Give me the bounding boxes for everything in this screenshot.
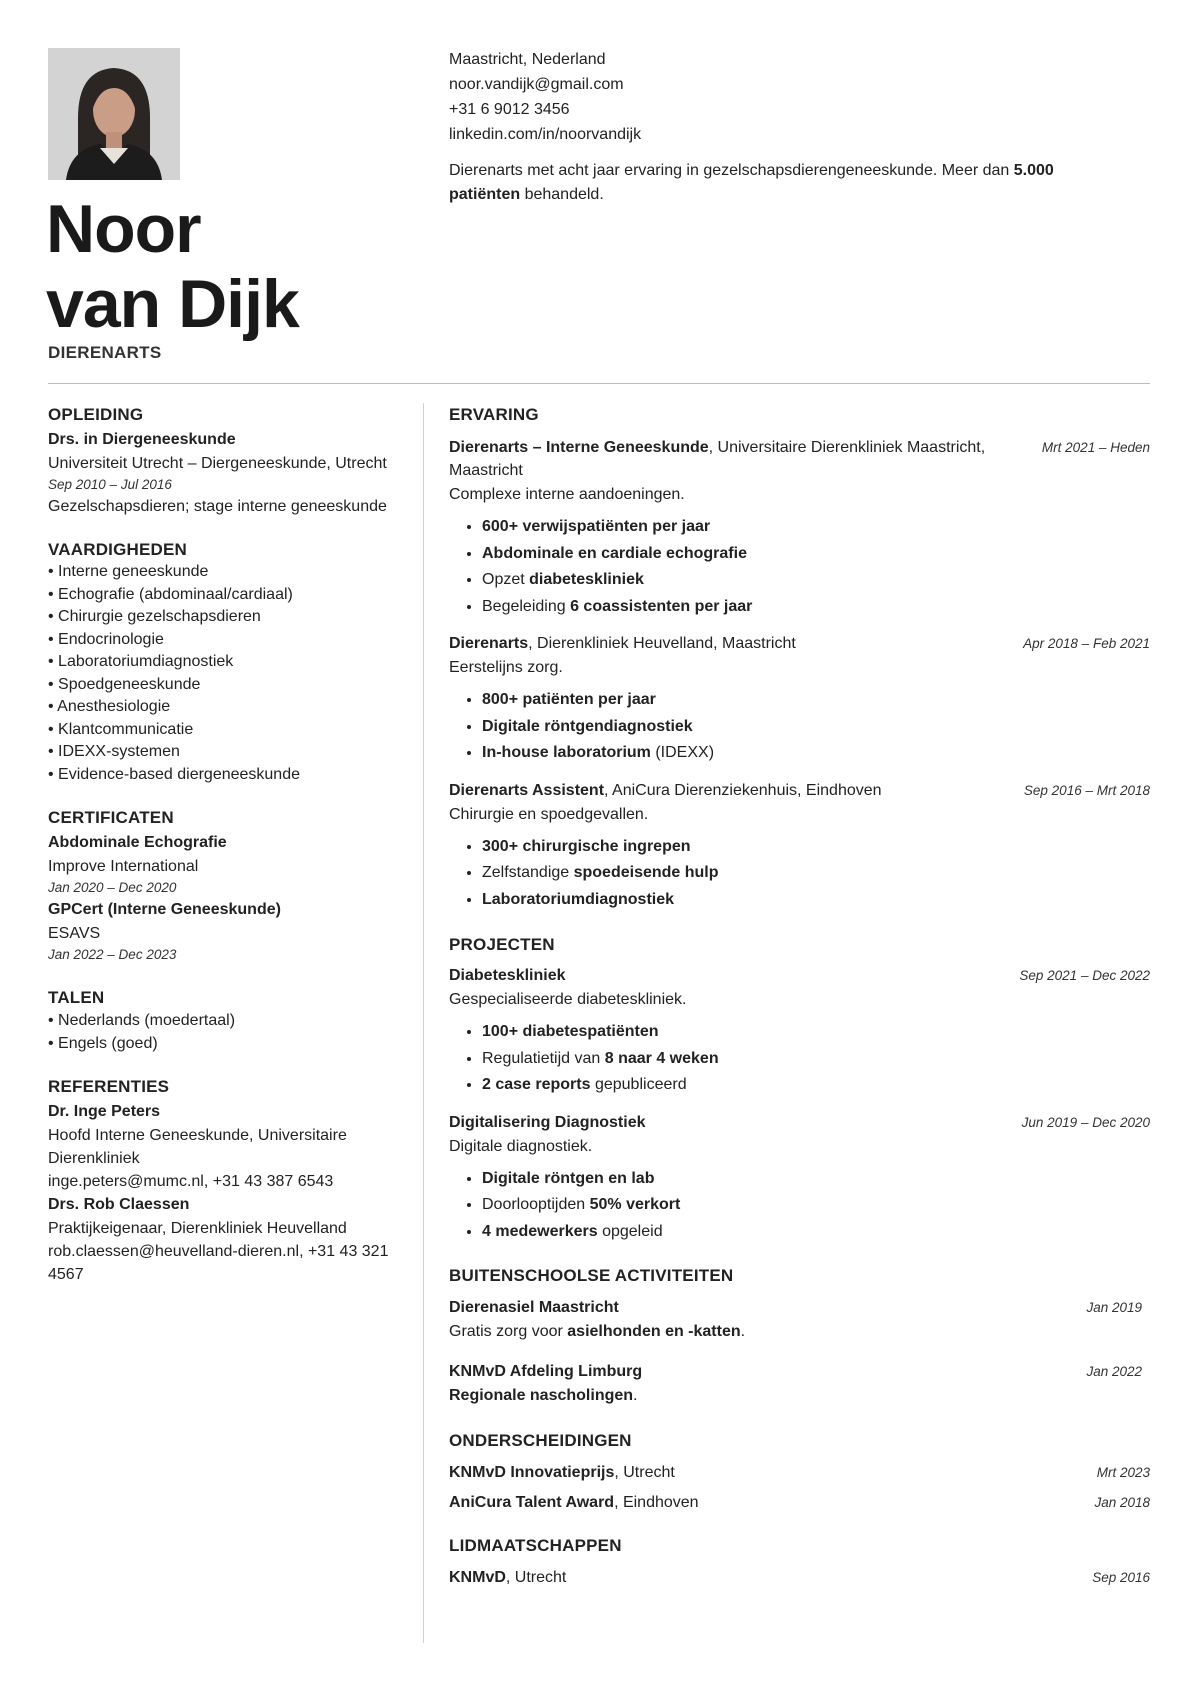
entry-title	[449, 436, 1028, 482]
entry-description: Chirurgie en spoedgevallen.	[449, 805, 649, 823]
experience-section	[449, 404, 1150, 913]
column-divider	[423, 403, 424, 1643]
reference-role: Hoofd Interne Geneeskunde, Universitaire Dierenkliniek	[48, 1127, 347, 1167]
bullet-item	[482, 740, 1150, 767]
bullet-highlight: 100+ diabetespatiënten	[482, 1023, 659, 1040]
entry-dates: Jan 2018	[1094, 1495, 1150, 1510]
bullet-highlight: 600+ verwijspatiënten per jaar	[482, 518, 711, 535]
entry-title	[449, 779, 1010, 802]
bullet-text: Opzet	[482, 571, 530, 588]
certificate-name: Abdominale Echografie	[48, 834, 227, 851]
references-list	[48, 1100, 400, 1286]
activity-description	[449, 1320, 1150, 1343]
entry-description: Eerstelijns zorg.	[449, 659, 563, 676]
bullet-highlight: 50% verkort	[589, 1196, 681, 1213]
job-role: Dierenarts	[449, 635, 529, 652]
entry-header	[449, 436, 1150, 482]
entry-header	[449, 779, 1150, 802]
bullet-item	[482, 1219, 1150, 1246]
certificates-list	[48, 831, 400, 965]
activity-entry	[449, 1296, 1150, 1343]
memberships-list	[449, 1566, 1150, 1589]
languages-list	[48, 1010, 400, 1055]
activity-text: Gratis zorg voor	[449, 1323, 568, 1340]
skill-item: • Evidence-based diergeneeskunde	[48, 764, 400, 787]
contact-email[interactable]: noor.vandijk@gmail.com	[449, 76, 624, 93]
job-org: , AniCura Dierenziekenhuis, Eindhoven	[604, 781, 882, 799]
bullet-item	[482, 887, 1150, 914]
references-section	[48, 1076, 400, 1286]
bullet-item	[482, 514, 1150, 541]
reference-role: Praktijkeigenaar, Dierenkliniek Heuvelland	[48, 1220, 347, 1237]
bullet-highlight: 2 case reports	[482, 1076, 591, 1093]
profile-photo	[48, 48, 180, 180]
bullet-item	[482, 1166, 1150, 1193]
activities-section	[449, 1265, 1150, 1407]
projects-section	[449, 934, 1150, 1245]
reference-name: Drs. Rob Claessen	[48, 1196, 190, 1213]
section-title-awards: ONDERSCHEIDINGEN	[449, 1431, 632, 1450]
reference-entry	[48, 1100, 400, 1193]
award-entry-name: AniCura Talent Award	[449, 1494, 615, 1511]
project-entry	[449, 964, 1150, 1099]
experience-list	[449, 436, 1150, 913]
entry-dates: Jan 2022	[1086, 1364, 1142, 1379]
bullet-highlight: Abdominale en cardiale echografie	[482, 544, 747, 562]
education-school: Universiteit Utrecht – Diergeneeskunde, Utrecht	[48, 455, 387, 472]
section-title-projects: PROJECTEN	[449, 935, 555, 954]
bullet-highlight: Digitale röntgen en lab	[482, 1169, 655, 1187]
certificate-name: GPCert (Interne Geneeskunde)	[48, 901, 281, 918]
entry-title	[449, 1461, 1083, 1484]
left-column	[48, 404, 400, 1286]
bullet-item	[482, 714, 1150, 741]
bullet-text: Regulatietijd van	[482, 1049, 605, 1067]
right-column	[449, 404, 1150, 1589]
entry-description: Complexe interne aandoeningen.	[449, 486, 685, 503]
education-degree: Drs. in Diergeneeskunde	[48, 431, 236, 448]
experience-entry	[449, 779, 1150, 914]
summary-text-end: behandeld.	[520, 186, 604, 203]
activities-list	[449, 1296, 1150, 1407]
name-first: Noor	[46, 191, 201, 267]
entry-dates: Sep 2021 – Dec 2022	[1019, 968, 1150, 983]
language-item: • Nederlands (moedertaal)	[48, 1010, 400, 1033]
entry-title	[449, 1566, 1078, 1589]
reference-contact: rob.claessen@heuvelland-dieren.nl, +31 43 321 4567	[48, 1243, 389, 1283]
bullet-item	[482, 687, 1150, 714]
entry-title	[449, 1111, 1008, 1134]
activity-name: Dierenasiel Maastricht	[449, 1299, 619, 1316]
entry-bullets	[449, 1019, 1150, 1099]
skills-list	[48, 561, 400, 786]
section-title-references: REFERENTIES	[48, 1077, 170, 1096]
bullet-text-end: opgeleid	[597, 1222, 663, 1240]
bullet-text-end: gepubliceerd	[590, 1076, 687, 1093]
name-last: van Dijk	[46, 266, 299, 342]
awards-list	[449, 1461, 1150, 1514]
certificates-section	[48, 807, 400, 965]
entry-header	[449, 1296, 1150, 1319]
entry-title	[449, 632, 1009, 655]
activity-highlight: Regionale nascholingen	[449, 1387, 634, 1404]
candidate-name	[46, 192, 299, 342]
entry-dates: Jun 2019 – Dec 2020	[1021, 1114, 1150, 1130]
experience-entry	[449, 436, 1150, 620]
bullet-item	[482, 834, 1150, 861]
bullet-highlight: diabeteskliniek	[529, 571, 644, 588]
entry-bullets	[449, 687, 1150, 767]
job-org: , Dierenkliniek Heuvelland, Maastricht	[528, 635, 796, 652]
entry-bullets	[449, 514, 1150, 620]
skill-item: • Chirurgie gezelschapsdieren	[48, 606, 400, 629]
certificate-dates: Jan 2022 – Dec 2023	[48, 947, 177, 962]
membership-entry	[449, 1566, 1150, 1589]
bullet-item	[482, 1019, 1150, 1046]
award-entry-name: KNMvD Innovatieprijs	[449, 1464, 615, 1481]
section-title-languages: TALEN	[48, 988, 105, 1007]
activity-name: KNMvD Afdeling Limburg	[449, 1363, 643, 1380]
reference-entry	[48, 1193, 400, 1286]
entry-dates: Jan 2019	[1086, 1300, 1142, 1315]
bullet-highlight: 300+ chirurgische ingrepen	[482, 837, 691, 855]
bullet-highlight: 6 coassistenten per jaar	[570, 597, 753, 615]
education-section	[48, 404, 400, 518]
memberships-section	[449, 1535, 1150, 1589]
job-title: DIERENARTS	[48, 343, 162, 362]
skills-section	[48, 539, 400, 786]
bullet-highlight: 800+ patiënten per jaar	[482, 691, 656, 708]
entry-dates: Sep 2016 – Mrt 2018	[1023, 782, 1150, 798]
certificate-issuer: Improve International	[48, 858, 199, 875]
bullet-item	[482, 567, 1150, 594]
section-title-skills: VAARDIGHEDEN	[48, 540, 188, 559]
skill-item: • Echografie (abdominaal/cardiaal)	[48, 584, 400, 607]
entry-title	[449, 1360, 1072, 1383]
bullet-highlight: 8 naar 4 weken	[604, 1049, 719, 1067]
award-entry-place: , Eindhoven	[614, 1494, 699, 1511]
contact-linkedin[interactable]: linkedin.com/in/noorvandijk	[449, 126, 642, 143]
contact-block	[449, 47, 641, 147]
award-entry-place: , Utrecht	[614, 1464, 675, 1481]
skill-item: • Spoedgeneeskunde	[48, 674, 400, 697]
project-entry	[449, 1111, 1150, 1246]
project-name: Digitalisering Diagnostiek	[449, 1113, 646, 1131]
bullet-highlight: Digitale röntgendiagnostiek	[482, 717, 693, 735]
contact-location: Maastricht, Nederland	[449, 51, 606, 68]
bullet-highlight: 4 medewerkers	[482, 1222, 598, 1240]
skill-item: • Anesthesiologie	[48, 696, 400, 719]
projects-list	[449, 964, 1150, 1245]
education-detail: Gezelschapsdieren; stage interne geneeskunde	[48, 498, 387, 515]
entry-description: Gespecialiseerde diabeteskliniek.	[449, 991, 687, 1008]
entry-title	[449, 1491, 1080, 1514]
experience-entry	[449, 632, 1150, 767]
languages-section	[48, 987, 400, 1055]
section-title-activities: BUITENSCHOOLSE ACTIVITEITEN	[449, 1266, 734, 1285]
membership-entry-name: KNMvD	[449, 1569, 506, 1586]
bullet-text: Zelfstandige	[482, 864, 574, 881]
project-name: Diabeteskliniek	[449, 967, 566, 984]
bullet-item	[482, 541, 1150, 568]
job-org: , Universitaire Dierenkliniek Maastricht, Maastricht	[449, 439, 986, 479]
activity-text-end: .	[633, 1387, 638, 1404]
certificate-entry	[48, 898, 400, 965]
bullet-item	[482, 1046, 1150, 1073]
section-title-memberships: LIDMAATSCHAPPEN	[449, 1536, 622, 1555]
entry-dates: Mrt 2021 – Heden	[1041, 440, 1150, 455]
entry-header	[449, 1360, 1150, 1383]
bullet-text: Doorlooptijden	[482, 1196, 590, 1213]
award-entry	[449, 1461, 1150, 1484]
certificate-entry	[48, 831, 400, 898]
section-title-certificates: CERTIFICATEN	[48, 808, 174, 827]
skill-item: • Klantcommunicatie	[48, 719, 400, 742]
certificate-issuer: ESAVS	[48, 925, 101, 942]
contact-phone[interactable]: +31 6 9012 3456	[449, 101, 570, 118]
education-dates: Sep 2010 – Jul 2016	[48, 477, 172, 492]
job-role: Dierenarts Assistent	[449, 781, 605, 799]
activity-description	[449, 1384, 1150, 1407]
activity-text-end: .	[740, 1323, 746, 1340]
entry-dates: Apr 2018 – Feb 2021	[1023, 636, 1150, 651]
summary-text: Dierenarts met acht jaar ervaring in gezelschapsdierengeneeskunde. Meer dan	[449, 162, 1014, 179]
entry-dates: Sep 2016	[1092, 1570, 1150, 1585]
activity-entry	[449, 1360, 1150, 1407]
bullet-highlight: In-house laboratorium	[482, 744, 651, 761]
bullet-item	[482, 594, 1150, 621]
skill-item: • Laboratoriumdiagnostiek	[48, 651, 400, 674]
language-item: • Engels (goed)	[48, 1033, 400, 1056]
skill-item: • Endocrinologie	[48, 629, 400, 652]
reference-name: Dr. Inge Peters	[48, 1103, 161, 1120]
bullet-text: Begeleiding	[482, 597, 571, 615]
bullet-highlight: Laboratoriumdiagnostiek	[482, 890, 675, 908]
bullet-item	[482, 1072, 1150, 1099]
entry-dates: Mrt 2023	[1096, 1465, 1150, 1480]
entry-title	[449, 1296, 1072, 1319]
entry-bullets	[449, 1166, 1150, 1246]
bullet-item	[482, 860, 1150, 887]
entry-description: Digitale diagnostiek.	[449, 1137, 593, 1155]
summary-highlight: 5.000 patiënten	[449, 162, 1054, 203]
entry-header	[449, 964, 1150, 987]
certificate-dates: Jan 2020 – Dec 2020	[48, 880, 177, 895]
awards-section	[449, 1430, 1150, 1514]
profile-summary	[449, 159, 1129, 207]
skill-item: • Interne geneeskunde	[48, 561, 400, 584]
membership-entry-place: , Utrecht	[505, 1569, 567, 1586]
section-title-education: OPLEIDING	[48, 405, 144, 424]
skill-item: • IDEXX-systemen	[48, 741, 400, 764]
award-entry	[449, 1491, 1150, 1514]
entry-title	[449, 964, 1005, 987]
reference-contact: inge.peters@mumc.nl, +31 43 387 6543	[48, 1173, 334, 1190]
bullet-highlight: spoedeisende hulp	[573, 864, 719, 881]
bullet-text-end: (IDEXX)	[650, 744, 715, 761]
bullet-item	[482, 1192, 1150, 1219]
entry-bullets	[449, 834, 1150, 914]
entry-header	[449, 1111, 1150, 1134]
entry-header	[449, 632, 1150, 655]
header-divider	[48, 383, 1150, 384]
job-role: Dierenarts – Interne Geneeskunde	[449, 439, 709, 456]
section-title-experience: ERVARING	[449, 405, 539, 424]
activity-highlight: asielhonden en -katten	[567, 1323, 741, 1340]
